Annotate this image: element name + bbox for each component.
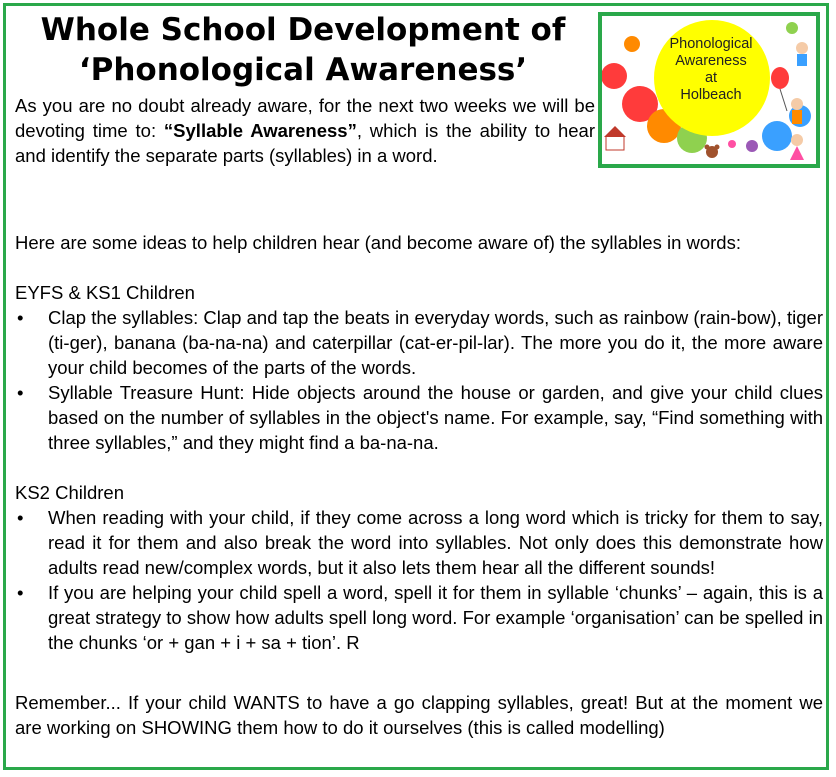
logo-circle-pink [728,140,736,148]
logo-text-line-4: Holbeach [680,87,742,103]
ks2-bullet-2-text: If you are helping your child spell a word, spell it for them in syllable ‘chunks’ – again, this is a great strategy to show how adults spell long word. For example ‘organisation’ can be spelled in the chunks ‘or + gan + i + sa + tion’. R [48,582,823,653]
eyfs-heading: EYFS & KS1 Children [15,282,195,303]
logo-text-line-1: Phonological [669,36,753,52]
intro-text-1: As you are no doubt already aware, for the next two weeks we will be devoting time to: [15,95,595,141]
intro-paragraph [15,93,595,168]
page-title [18,10,588,90]
logo-text-line-3: at [704,70,718,86]
eyfs-bullet-2 [15,380,823,455]
title-line-1: Whole School Development of [40,12,566,48]
ks2-bullet-1-text: When reading with your child, if they come across a long word which is tricky for them to say, read it for them and also break the word into syllables. Not only does this demonstrate how adults read new/complex words, but it also lets them hear all the different sounds! [48,507,823,578]
house-icon [604,126,626,150]
logo-text [640,36,782,104]
phonological-awareness-logo [598,12,820,168]
logo-circle-orange-small [624,36,640,52]
title-line-2: ‘Phonological Awareness’ [78,52,528,88]
ideas-line: Here are some ideas to help children hear (and become aware of) the syllables in words: [15,232,741,253]
remember-paragraph: Remember... If your child WANTS to have a go clapping syllables, great! But at the moment we are working on SHOWING them how to do it ourselves (this is called modelling) [15,692,823,738]
logo-circle-red-left [602,63,627,89]
bullet-glyph: • [17,382,24,403]
logo-circle-green-small [786,22,798,34]
eyfs-bullet-2-text: Syllable Treasure Hunt: Hide objects around the house or garden, and give your child clues based on the number of syllables in the object's name. For example, say, “Find something with three syllables,” and they might find a ba-na-na. [48,382,823,453]
bullet-glyph: • [17,582,24,603]
logo-circle-purple [746,140,758,152]
bullet-glyph: • [17,307,24,328]
logo-text-line-2: Awareness [675,53,747,69]
ks2-bullet-1 [15,505,823,580]
ks2-bullet-2 [15,580,823,655]
ks2-bullet-list [15,505,823,655]
logo-circle-blue [762,121,792,151]
child-icon [796,42,808,66]
teddy-bear-icon [705,145,720,159]
girl-icon [790,134,804,160]
intro-bold-term: “Syllable Awareness” [163,120,357,141]
eyfs-bullet-1-text: Clap the syllables: Clap and tap the beats in everyday words, such as rainbow (rain-bow), tiger (ti-ger), banana (ba-na-na) and caterpillar (cat-er-pil-lar). The more you do it, the more aware your child becomes of the parts of the words. [48,307,823,378]
eyfs-bullet-1 [15,305,823,380]
eyfs-bullet-list [15,305,823,455]
intro-text-2: , which is the ability to hear and identify the separate parts (syllables) in a word. [15,120,596,166]
ks2-heading: KS2 Children [15,482,125,503]
bullet-glyph: • [17,507,24,528]
